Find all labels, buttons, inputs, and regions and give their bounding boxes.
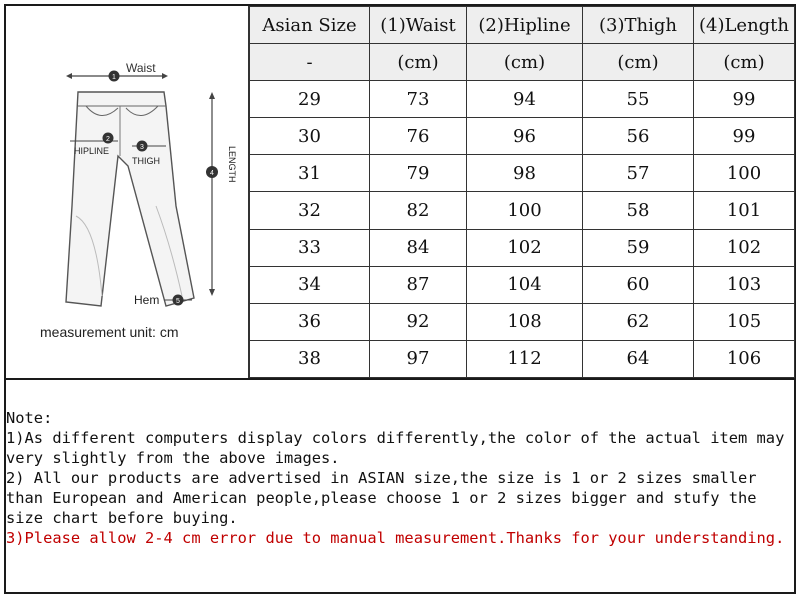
table-cell: 106 [694, 340, 795, 377]
table-cell: 104 [467, 266, 583, 303]
size-table [249, 6, 795, 378]
note-line-3-warning: 3)Please allow 2-4 cm error due to manual measurement.Thanks for your understanding. [6, 529, 785, 547]
table-row [250, 229, 795, 266]
table-cell: 30 [250, 118, 370, 155]
table-cell: 64 [583, 340, 694, 377]
length-label: LENGTH [227, 146, 237, 183]
table-cell: 112 [467, 340, 583, 377]
header-length: (4)Length [694, 7, 795, 44]
unit-cell: (cm) [370, 44, 467, 81]
table-cell: 59 [583, 229, 694, 266]
table-cell: 55 [583, 81, 694, 118]
thigh-marker-number: 3 [140, 144, 144, 151]
table-cell: 94 [467, 81, 583, 118]
table-cell: 105 [694, 303, 795, 340]
table-cell: 36 [250, 303, 370, 340]
thigh-label: THIGH [132, 156, 160, 166]
length-arrow-top-icon [209, 92, 215, 99]
header-hipline: (2)Hipline [467, 7, 583, 44]
unit-cell: - [250, 44, 370, 81]
table-cell: 58 [583, 192, 694, 229]
table-units-row [250, 44, 795, 81]
table-cell: 87 [370, 266, 467, 303]
table-cell: 79 [370, 155, 467, 192]
waist-label: Waist [126, 61, 156, 75]
unit-cell: (cm) [467, 44, 583, 81]
table-row [250, 155, 795, 192]
table-cell: 60 [583, 266, 694, 303]
table-row [250, 303, 795, 340]
pants-outline [66, 92, 194, 306]
table-cell: 31 [250, 155, 370, 192]
hem-label: Hem [134, 293, 160, 307]
notes-title: Note: [6, 409, 53, 427]
table-cell: 92 [370, 303, 467, 340]
table-cell: 56 [583, 118, 694, 155]
table-cell: 34 [250, 266, 370, 303]
table-cell: 108 [467, 303, 583, 340]
table-cell: 98 [467, 155, 583, 192]
hipline-label: HIPLINE [74, 146, 110, 156]
table-cell: 103 [694, 266, 795, 303]
table-row [250, 118, 795, 155]
unit-cell: (cm) [694, 44, 795, 81]
table-cell: 57 [583, 155, 694, 192]
pants-diagram [6, 6, 249, 378]
header-thigh: (3)Thigh [583, 7, 694, 44]
unit-cell: (cm) [583, 44, 694, 81]
table-cell: 101 [694, 192, 795, 229]
note-line-2: 2) All our products are advertised in ASIAN size,the size is 1 or 2 sizes smaller than European and American people,please choose 1 or 2 sizes bigger and stufy the size chart before buying. [6, 469, 757, 527]
table-cell: 62 [583, 303, 694, 340]
table-cell: 76 [370, 118, 467, 155]
table-cell: 96 [467, 118, 583, 155]
table-cell: 84 [370, 229, 467, 266]
table-cell: 99 [694, 81, 795, 118]
waist-marker-number: 1 [112, 74, 116, 81]
table-cell: 100 [694, 155, 795, 192]
table-cell: 33 [250, 229, 370, 266]
table-cell: 102 [694, 229, 795, 266]
table-header-row [250, 7, 795, 44]
note-line-1: 1)As different computers display colors differently,the color of the actual item may very slightly from the above images. [6, 429, 785, 467]
waist-arrow-left-icon [66, 73, 72, 79]
table-row [250, 81, 795, 118]
notes-section [6, 378, 794, 594]
table-cell: 100 [467, 192, 583, 229]
table-cell: 38 [250, 340, 370, 377]
table-cell: 99 [694, 118, 795, 155]
table-cell: 73 [370, 81, 467, 118]
header-waist: (1)Waist [370, 7, 467, 44]
hem-marker-number: 5 [176, 298, 180, 305]
size-chart-frame [4, 4, 796, 594]
table-cell: 97 [370, 340, 467, 377]
table-cell: 32 [250, 192, 370, 229]
table-row [250, 266, 795, 303]
measurement-unit-note: measurement unit: cm [40, 324, 179, 340]
table-cell: 82 [370, 192, 467, 229]
size-chart-top [6, 6, 794, 378]
length-arrow-bottom-icon [209, 289, 215, 296]
table-cell: 102 [467, 229, 583, 266]
hipline-marker-number: 2 [106, 136, 110, 143]
table-row [250, 340, 795, 377]
length-marker-number: 4 [210, 170, 214, 177]
pants-diagram-panel [6, 6, 249, 378]
waist-arrow-right-icon [162, 73, 168, 79]
header-asian-size: Asian Size [250, 7, 370, 44]
table-row [250, 192, 795, 229]
table-cell: 29 [250, 81, 370, 118]
